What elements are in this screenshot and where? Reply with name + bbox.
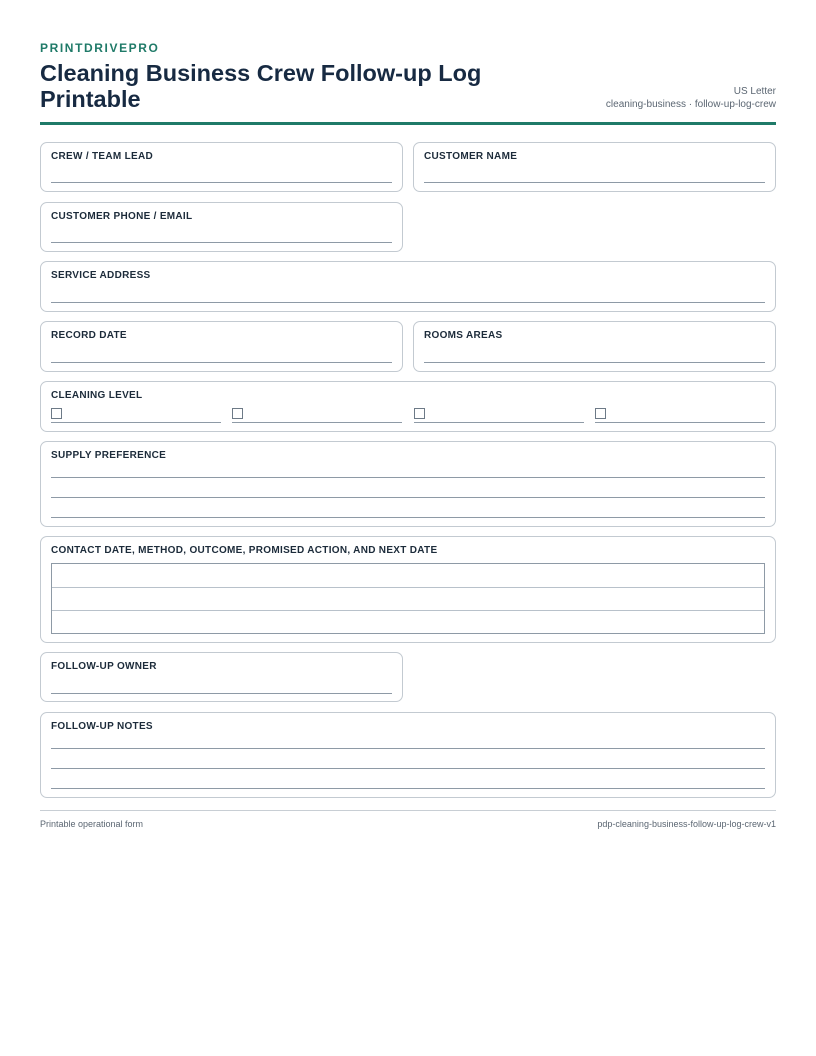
paper-size: US Letter — [733, 86, 776, 97]
rooms-areas-field — [413, 321, 776, 372]
field-label: SUPPLY PREFERENCE — [51, 450, 167, 461]
option-line — [51, 422, 221, 423]
supply-preference-field — [40, 441, 776, 527]
follow-up-owner-input-line[interactable] — [51, 693, 392, 694]
field-label: CUSTOMER NAME — [424, 151, 518, 162]
customer-name-field — [413, 142, 776, 192]
footer-form-id: pdp-cleaning-business-follow-up-log-crew-v1 — [597, 819, 776, 829]
service-address-field — [40, 261, 776, 312]
crew-team-lead-input-line[interactable] — [51, 182, 392, 183]
record-date-field — [40, 321, 403, 372]
crew-team-lead-field — [40, 142, 403, 192]
table-row-divider — [52, 610, 764, 611]
cleaning-level-option[interactable] — [51, 408, 221, 424]
field-label: CUSTOMER PHONE / EMAIL — [51, 211, 193, 222]
checkbox-icon[interactable] — [595, 408, 606, 419]
supply-preference-line-2[interactable] — [51, 497, 765, 498]
cleaning-level-option[interactable] — [414, 408, 584, 424]
brand-name: PRINTDRIVEPRO — [40, 41, 160, 55]
contact-log-field — [40, 536, 776, 643]
option-line — [414, 422, 584, 423]
field-label: FOLLOW-UP NOTES — [51, 721, 153, 732]
field-label: CREW / TEAM LEAD — [51, 151, 154, 162]
follow-up-owner-field — [40, 652, 403, 702]
follow-up-notes-field — [40, 712, 776, 798]
field-label: CLEANING LEVEL — [51, 390, 143, 401]
footer-left-text: Printable operational form — [40, 819, 144, 829]
follow-up-notes-line-2[interactable] — [51, 768, 765, 769]
field-label: CONTACT DATE, METHOD, OUTCOME, PROMISED ACTION, AND NEXT DATE — [51, 545, 438, 556]
supply-preference-line-3[interactable] — [51, 517, 765, 518]
field-label: RECORD DATE — [51, 330, 127, 341]
option-line — [232, 422, 402, 423]
customer-name-input-line[interactable] — [424, 182, 765, 183]
rooms-areas-input-line[interactable] — [424, 362, 765, 363]
cleaning-level-option[interactable] — [232, 408, 402, 424]
header-divider — [40, 122, 776, 125]
field-label: ROOMS AREAS — [424, 330, 503, 341]
customer-phone-email-input-line[interactable] — [51, 242, 392, 243]
footer-divider — [40, 810, 776, 811]
customer-phone-email-field — [40, 202, 403, 252]
field-label: FOLLOW-UP OWNER — [51, 661, 157, 672]
record-date-input-line[interactable] — [51, 362, 392, 363]
checkbox-icon[interactable] — [232, 408, 243, 419]
contact-log-table[interactable] — [51, 563, 765, 634]
service-address-input-line[interactable] — [51, 302, 765, 303]
follow-up-notes-line-1[interactable] — [51, 748, 765, 749]
option-line — [595, 422, 765, 423]
checkbox-icon[interactable] — [51, 408, 62, 419]
page-title: Cleaning Business Crew Follow-up Log Printable — [40, 60, 482, 112]
category-path: cleaning-business · follow-up-log-crew — [605, 99, 776, 110]
follow-up-notes-line-3[interactable] — [51, 788, 765, 789]
cleaning-level-field — [40, 381, 776, 432]
supply-preference-line-1[interactable] — [51, 477, 765, 478]
table-row-divider — [52, 587, 764, 588]
cleaning-level-option[interactable] — [595, 408, 765, 424]
field-label: SERVICE ADDRESS — [51, 270, 151, 281]
checkbox-icon[interactable] — [414, 408, 425, 419]
form-meta — [606, 85, 776, 111]
